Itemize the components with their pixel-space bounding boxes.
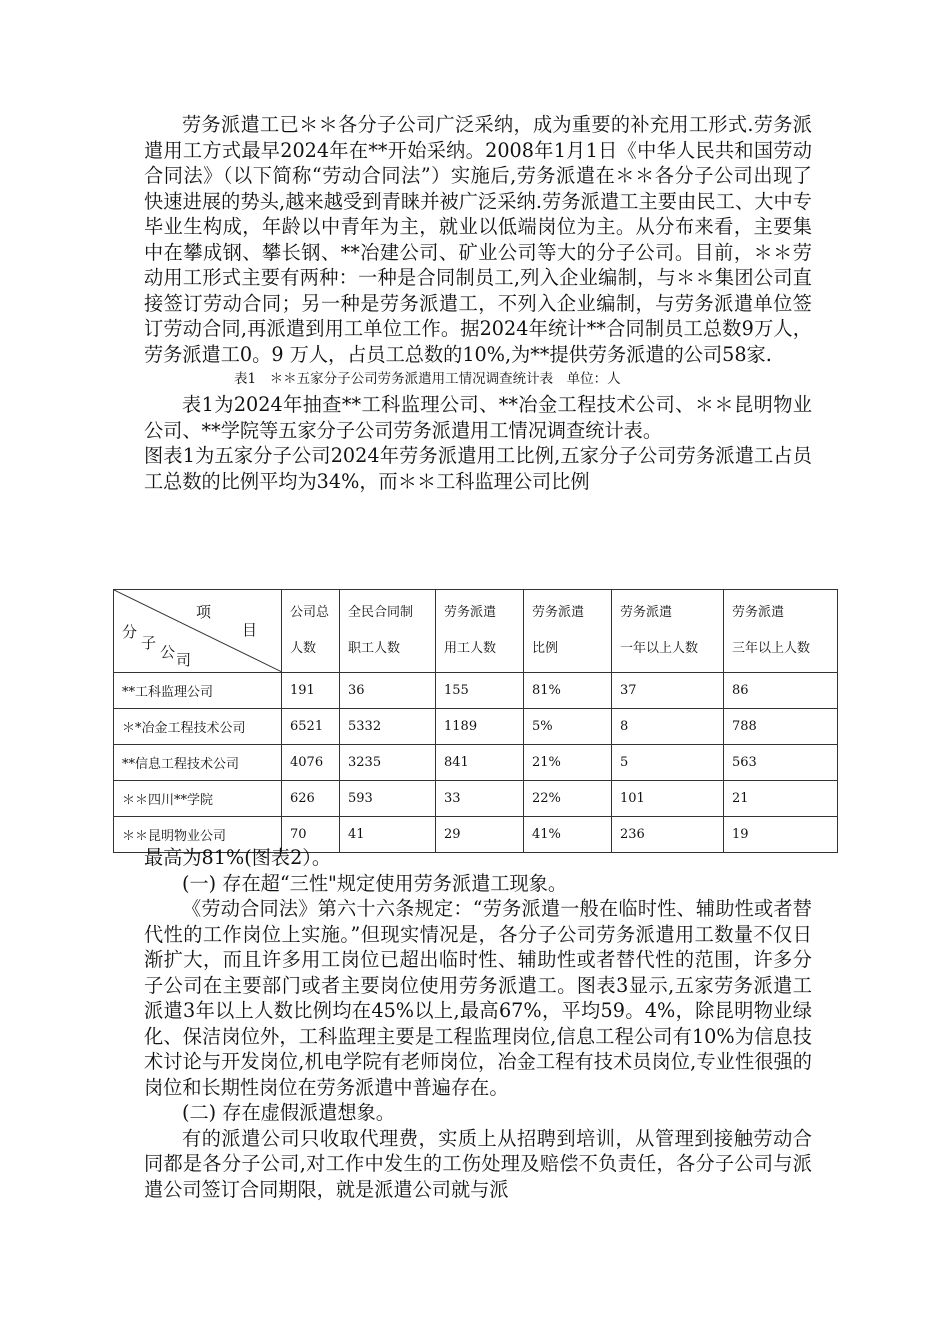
table-cell: ＊＊昆明物业公司 (114, 817, 282, 853)
paragraph-chart-intro: 图表1为五家分子公司2024年劳务派遣用工比例,五家分子公司劳务派遣工占员工总数的比例平均为34%，而＊＊工科监理公司比例 (144, 444, 812, 493)
table-row (114, 781, 838, 817)
corner-label: 目 (242, 621, 258, 639)
corner-label: 项 (196, 603, 212, 621)
table-cell: 841 (436, 745, 524, 781)
table-cell: 563 (724, 745, 838, 781)
section-heading-two: (二) 存在虚假派遣想象。 (182, 1101, 395, 1124)
table-cell: 21% (524, 745, 612, 781)
table-cell: 19 (724, 817, 838, 853)
table-cell: 1189 (436, 709, 524, 745)
table-cell: 155 (436, 673, 524, 709)
table-cell: 236 (612, 817, 724, 853)
table-cell: 101 (612, 781, 724, 817)
paragraph-fake-dispatch: 有的派遣公司只收取代理费，实质上从招聘到培训，从管理到接触劳动合同都是各分子公司,对工作中发生的工伤处理及赔偿不负责任，各分子公司与派遣公司签订合同期限，就是派遣公司就与派 (144, 1126, 812, 1201)
table-cell: 5% (524, 709, 612, 745)
header-cell: 劳务派遣 一年以上人数 (612, 590, 724, 673)
table-cell: 41 (340, 817, 436, 853)
table-cell: 788 (724, 709, 838, 745)
header-cell: 全民合同制 职工人数 (340, 590, 436, 673)
table-row (114, 745, 838, 781)
table-cell: 5 (612, 745, 724, 781)
survey-table (113, 589, 838, 853)
table-cell: 22% (524, 781, 612, 817)
document-body-top (144, 112, 812, 494)
table-cell: 36 (340, 673, 436, 709)
corner-label: 公 (160, 643, 176, 661)
paragraph-intro: 劳务派遣工已＊＊各分子公司广泛采纳，成为重要的补充用工形式.劳务派遣用工方式最早2024年在**开始采纳。2008年1月1日《中华人民共和国劳动合同法》（以下简称“劳动合同法”）实施后,劳务派遣在＊＊各分子公司出现了快速进展的势头,越来越受到青睐并被广泛采纳.劳务派遣工主要由民工、大中专毕业生构成，年龄以中青年为主，就业以低端岗位为主。从分布来看，主要集中在攀成钢、攀长钢、**冶建公司、矿业公司等大的分子公司。目前，＊＊劳动用工形式主要有两种：一种是合同制员工,列入企业编制，与＊＊集团公司直接签订劳动合同；另一种是劳务派遣工，不列入企业编制，与劳务派遣单位签订劳动合同,再派遣到用工单位工作。据2024年统计**合同制员工总数9万人，劳务派遣工0。9 万人，占员工总数的10%,为**提供劳务派遣的公司58家. (144, 113, 812, 366)
table-cell: **工科监理公司 (114, 673, 282, 709)
table-cell: **信息工程技术公司 (114, 745, 282, 781)
table-cell: 41% (524, 817, 612, 853)
table-cell: ＊＊四川**学院 (114, 781, 282, 817)
paragraph-continuation: 最高为81%(图表2）。 (144, 846, 332, 869)
corner-label: 子 (141, 634, 157, 652)
table-cell: 593 (340, 781, 436, 817)
table-cell: 33 (436, 781, 524, 817)
corner-label: 分 (122, 623, 138, 641)
document-body-bottom (144, 845, 812, 1202)
header-cell: 公司总 人数 (282, 590, 340, 673)
corner-label: 司 (176, 651, 192, 669)
table-cell: 5332 (340, 709, 436, 745)
header-cell: 劳务派遣 比例 (524, 590, 612, 673)
paragraph-law-article: 《劳动合同法》第六十六条规定：“劳务派遣一般在临时性、辅助性或者替代性的工作岗位上实施。”但现实情况是，各分子公司劳务派遣用工数量不仅日渐扩大，而且许多用工岗位已超出临时性、辅助性或者替代性的范围，许多分子公司在主要部门或者主要岗位使用劳务派遣工。图表3显示,五家劳务派遣工派遣3年以上人数比例均在45%以上,最高67%，平均59。4%，除昆明物业绿化、保洁岗位外，工科监理主要是工程监理岗位,信息工程公司有10%为信息技术讨论与开发岗位,机电学院有老师岗位，冶金工程有技术员岗位,专业性很强的岗位和长期性岗位在劳务派遣中普遍存在。 (144, 897, 812, 1099)
table-cell: 626 (282, 781, 340, 817)
table-cell: 70 (282, 817, 340, 853)
table-caption: 表1 ＊＊五家分子公司劳务派遣用工情况调查统计表 单位：人 (234, 371, 621, 387)
table-row (114, 709, 838, 745)
table-cell: 29 (436, 817, 524, 853)
table-cell: 81% (524, 673, 612, 709)
table-cell: ＊*冶金工程技术公司 (114, 709, 282, 745)
paragraph-table-intro: 表1为2024年抽查**工科监理公司、**冶金工程技术公司、＊＊昆明物业公司、**学院等五家分子公司劳务派遣用工情况调查统计表。 (144, 393, 812, 442)
header-cell: 劳务派遣 三年以上人数 (724, 590, 838, 673)
table-cell: 6521 (282, 709, 340, 745)
table-cell: 37 (612, 673, 724, 709)
table-cell: 3235 (340, 745, 436, 781)
table-cell: 86 (724, 673, 838, 709)
table-cell: 191 (282, 673, 340, 709)
table-cell: 8 (612, 709, 724, 745)
table-corner-cell (114, 590, 282, 673)
table-row (114, 673, 838, 709)
header-cell: 劳务派遣 用工人数 (436, 590, 524, 673)
table-header-row (114, 590, 838, 673)
table-cell: 4076 (282, 745, 340, 781)
table-cell: 21 (724, 781, 838, 817)
section-heading-one: (一) 存在超“三性"规定使用劳务派遣工现象。 (182, 871, 568, 895)
